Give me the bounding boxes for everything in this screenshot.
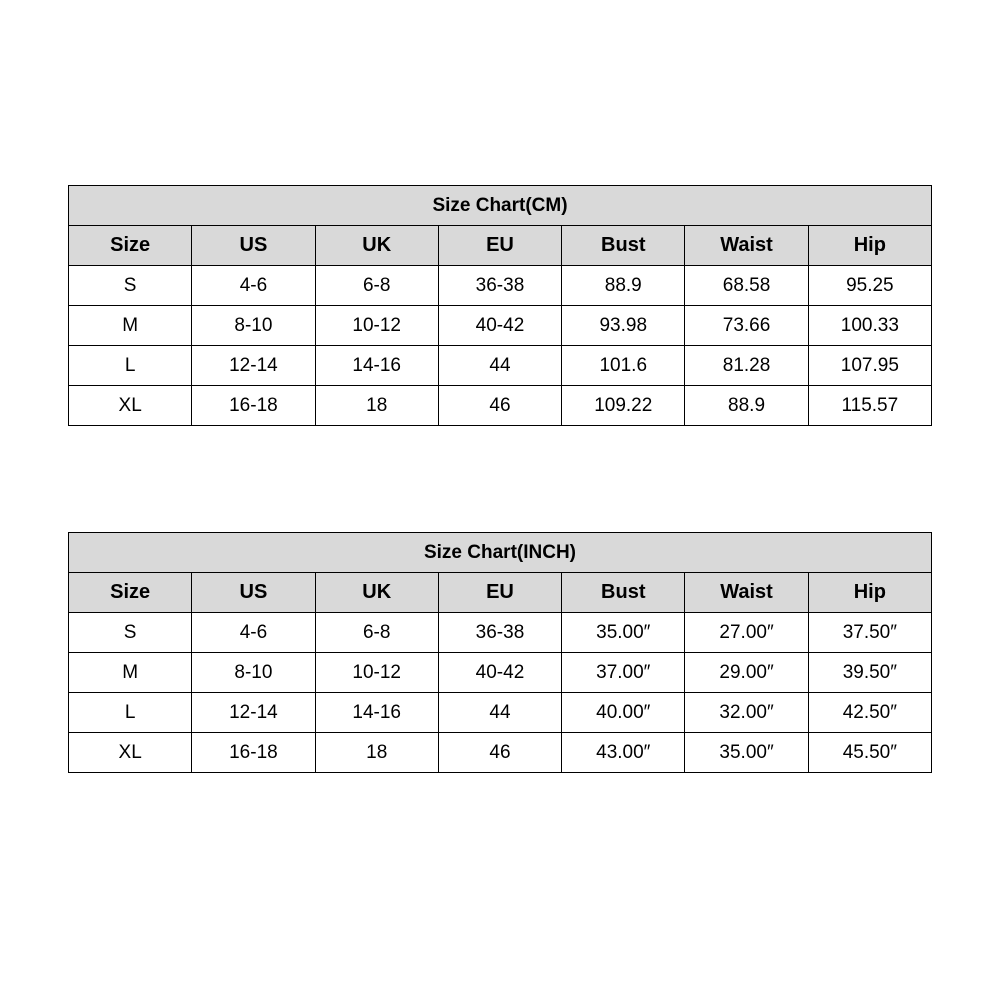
cell-hip: 115.57 [808,386,931,426]
cell-size: L [69,346,192,386]
cell-size: S [69,266,192,306]
table-row [69,653,932,693]
cell-bust: 43.00″ [562,733,685,773]
column-header-eu: EU [438,573,561,613]
size-chart-cm [68,185,932,426]
cell-eu: 40-42 [438,653,561,693]
cell-waist: 32.00″ [685,693,808,733]
column-header-hip: Hip [808,573,931,613]
cell-hip: 37.50″ [808,613,931,653]
cell-uk: 6-8 [315,266,438,306]
cell-us: 4-6 [192,613,315,653]
size-table-cm [68,185,932,426]
cell-hip: 107.95 [808,346,931,386]
cell-waist: 27.00″ [685,613,808,653]
table-row [69,346,932,386]
cell-bust: 88.9 [562,266,685,306]
cell-hip: 95.25 [808,266,931,306]
cell-hip: 39.50″ [808,653,931,693]
cell-waist: 88.9 [685,386,808,426]
column-header-size: Size [69,226,192,266]
cell-size: XL [69,386,192,426]
table-title-row [69,186,932,226]
table-row [69,693,932,733]
column-header-uk: UK [315,226,438,266]
table-title: Size Chart(CM) [69,186,932,226]
table-row [69,306,932,346]
cell-bust: 109.22 [562,386,685,426]
cell-eu: 46 [438,386,561,426]
cell-bust: 37.00″ [562,653,685,693]
column-header-size: Size [69,573,192,613]
cell-hip: 100.33 [808,306,931,346]
cell-eu: 44 [438,693,561,733]
table-title-row [69,533,932,573]
cell-us: 4-6 [192,266,315,306]
cell-uk: 18 [315,733,438,773]
cell-eu: 36-38 [438,613,561,653]
column-header-bust: Bust [562,573,685,613]
cell-eu: 36-38 [438,266,561,306]
cell-waist: 81.28 [685,346,808,386]
cell-waist: 29.00″ [685,653,808,693]
table-title: Size Chart(INCH) [69,533,932,573]
cell-size: S [69,613,192,653]
cell-bust: 40.00″ [562,693,685,733]
cell-waist: 35.00″ [685,733,808,773]
table-row [69,733,932,773]
cell-bust: 101.6 [562,346,685,386]
table-header-row [69,573,932,613]
column-header-us: US [192,226,315,266]
column-header-waist: Waist [685,573,808,613]
size-table-inch [68,532,932,773]
column-header-eu: EU [438,226,561,266]
cell-hip: 42.50″ [808,693,931,733]
column-header-us: US [192,573,315,613]
cell-us: 8-10 [192,306,315,346]
cell-size: M [69,653,192,693]
cell-uk: 10-12 [315,306,438,346]
cell-uk: 10-12 [315,653,438,693]
cell-uk: 6-8 [315,613,438,653]
cell-uk: 14-16 [315,346,438,386]
cell-eu: 44 [438,346,561,386]
cell-uk: 14-16 [315,693,438,733]
cell-waist: 68.58 [685,266,808,306]
table-row [69,386,932,426]
table-row [69,266,932,306]
table-row [69,613,932,653]
cell-uk: 18 [315,386,438,426]
column-header-bust: Bust [562,226,685,266]
table-header-row [69,226,932,266]
cell-waist: 73.66 [685,306,808,346]
cell-eu: 46 [438,733,561,773]
column-header-hip: Hip [808,226,931,266]
cell-us: 12-14 [192,346,315,386]
cell-size: M [69,306,192,346]
cell-us: 16-18 [192,386,315,426]
cell-us: 8-10 [192,653,315,693]
cell-us: 16-18 [192,733,315,773]
cell-hip: 45.50″ [808,733,931,773]
cell-size: XL [69,733,192,773]
size-chart-inch [68,532,932,773]
column-header-waist: Waist [685,226,808,266]
cell-bust: 35.00″ [562,613,685,653]
cell-us: 12-14 [192,693,315,733]
column-header-uk: UK [315,573,438,613]
cell-eu: 40-42 [438,306,561,346]
cell-bust: 93.98 [562,306,685,346]
cell-size: L [69,693,192,733]
